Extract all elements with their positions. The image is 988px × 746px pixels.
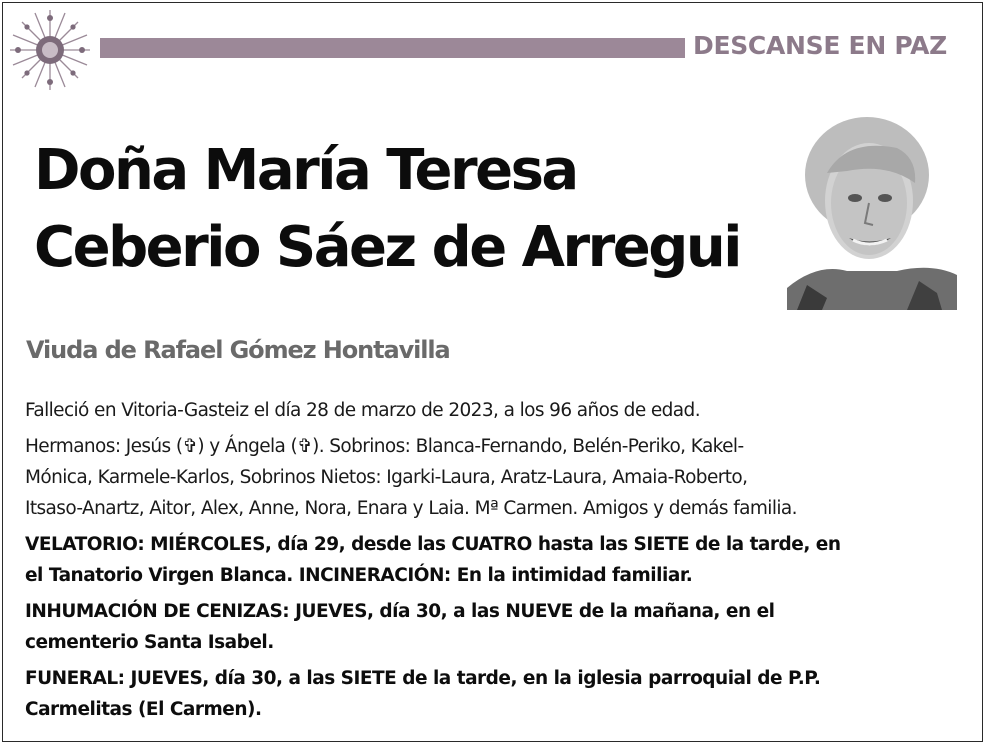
velatorio-line-1: VELATORIO: MIÉRCOLES, día 29, desde las CUATRO hasta las SIETE de la tarde, en <box>25 534 841 555</box>
family-list <box>25 431 965 524</box>
header-tag: DESCANSE EN PAZ <box>693 31 947 60</box>
obituary-body <box>25 395 965 730</box>
funeral-info <box>25 663 965 725</box>
velatorio-line-2: el Tanatorio Virgen Blanca. INCINERACIÓN: En la intimidad familiar. <box>25 565 693 586</box>
velatorio-info <box>25 529 965 591</box>
inhumacion-line-2: cementerio Santa Isabel. <box>25 632 274 653</box>
deceased-name-line2: Ceberio Sáez de Arregui <box>34 215 740 280</box>
deceased-name <box>34 132 740 286</box>
funeral-line-1: FUNERAL: JUEVES, día 30, a las SIETE de la tarde, en la iglesia parroquial de P.P. <box>25 668 821 689</box>
family-line-3: Itsaso-Anartz, Aitor, Alex, Anne, Nora, Enara y Laia. Mª Carmen. Amigos y demás familia. <box>25 498 797 519</box>
death-notice-line: Falleció en Vitoria-Gasteiz el día 28 de marzo de 2023, a los 96 años de edad. <box>25 400 700 421</box>
portrait-photo <box>787 103 957 310</box>
inhumacion-info <box>25 596 965 658</box>
funeral-line-2: Carmelitas (El Carmen). <box>25 699 262 720</box>
family-line-1: Hermanos: Jesús (✞) y Ángela (✞). Sobrinos: Blanca-Fernando, Belén-Periko, Kakel- <box>25 436 744 457</box>
thistle-flower-icon <box>6 6 94 94</box>
family-line-2: Mónica, Karmele-Karlos, Sobrinos Nietos: Igarki-Laura, Aratz-Laura, Amaia-Roberto, <box>25 467 748 488</box>
inhumacion-line-1: INHUMACIÓN DE CENIZAS: JUEVES, día 30, a las NUEVE de la mañana, en el <box>25 601 775 622</box>
deceased-subtitle: Viuda de Rafael Gómez Hontavilla <box>26 336 450 364</box>
death-notice <box>25 395 965 426</box>
header-accent-bar <box>100 38 685 58</box>
deceased-name-line1: Doña María Teresa <box>34 138 577 203</box>
